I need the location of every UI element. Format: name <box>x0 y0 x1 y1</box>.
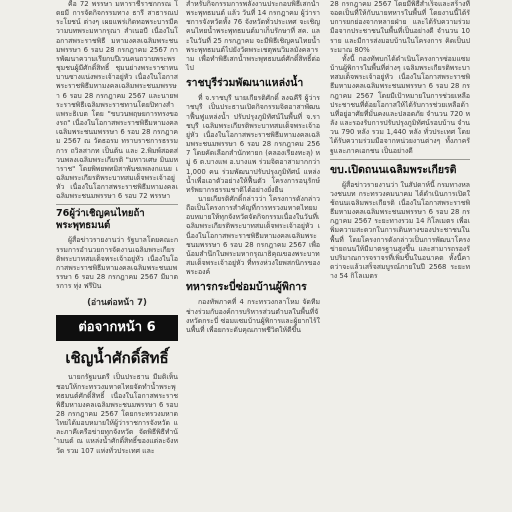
article-subhead: ราชบุรีร่วมพัฒนาแหล่งน้ำ <box>186 77 304 90</box>
article-subhead: 76ผู้ว่าเชิญคนไทยถ้าพระพุทธมนต์ <box>56 208 145 232</box>
article-paragraph: สำหรับกิจกรรมการพลังงานประกอบพิธีเสกน้ำพระพุทธมนต์ แล้ว วันที่ 14 กรกฎาคม ผู้ว่าราชการจังหวัดทั้ง 76 จังหวัดทั่วประเทศ จะเชิญคนไทยน้ำพระพุทธมนต์มาเก็บรักษาที่ สค. และในวันที่ 25 กรกฎาคม จะมีพิธีเชิญคนไทยน้ำพระพุทธมนต์ไปยังวัดพระเชตุพนวิมลมังคลาราม เพื่อทำพิธีเสกน้ำพระพุทธมนต์ศักดิ์สิทธิ์ต่อไป <box>186 0 320 73</box>
article-paragraph: นายเกียรติศักดิ์กล่าวว่า โครงการดังกล่าวถือเป็นโครงการสำคัญที่การทรวงมหาดไทยมอบหมายให้ทุกจังหวัดจัดกิจกรรมเนื่องในวันที่เฉลิมพระเกียรติพระบาทสมเด็จพระเจ้าอยู่หัว เนื่องในโอกาสพระราชพิธีมหามงคลเฉลิมพระชนมพรรษา 6 รอบ 28 กรกฎาคม 2567 เพื่อน้อมสำนึกในพระมหากรุณาธิคุณของพระบาทสมเด็จพระเจ้าอยู่หัว ที่ทรงห่วงใยพสกนิกรของพระองค์ <box>186 194 320 277</box>
divider <box>56 204 178 205</box>
article-paragraph: 28 กรกฎาคม 2567 โดยมีพิธีสำเร็จและสร้างที่จอดเป็นที่ให้กับนายทหารในพื้นที่ โดยงานนี้ได้รับการยกย่องจากหลายฝ่าย และได้รับความร่วมมือจากประชาชนในพื้นที่เป็นอย่างดี จำนวน 10 ราย และมีการส่งมอบบ้านในโครงการ คิดเป็นประมาณ 80% <box>330 0 470 54</box>
column-middle <box>186 0 320 512</box>
article-paragraph: นายกรัฐมนตรี เป็นประธาน มีมติเห็นชอบให้กระทรวงมหาดไทยจัดทำน้ำพระพุทธมนต์ศักดิ์สิทธิ์ เนื่องในโอกาสพระราชพิธีมหามงคลเฉลิมพระชนมพรรษา 6 รอบ 28 กรกฎาคม 2567 โดยกระทรวงมหาดไทยได้มอบหมายให้ผู้ว่าราชการจังหวัด และภาคีเครือข่ายทุกจังหวัด จัดพิธีพิธีทำน้ำมนต์ ณ แหล่งน้ำศักดิ์สิทธิ์ของแต่ละจังหวัด รวม 107 แห่งทั่วประเทศ และ <box>56 373 178 455</box>
article-paragraph: ที่ จ.ราชบุรี นายเกียรติศักดิ์ ลงฉคีรี ผู้ว่าราชบุรี เป็นประธานเปิดกิจกรรมจิตอาสาพัฒนาฟื้นฟูแหล่งน้ำ ปรับปรุงภูมิทัศน์ในพื้นที่ จ.ราชบุรี เฉลิมพระเกียรติพระบาทสมเด็จพระเจ้าอยู่หัว เนื่องในโอกาสพระราชพิธีมหามงคลเฉลิมพระชนมพรรษา 6 รอบ 28 กรกฎาคม 2567 โดยคัดเลือกสำนักทายก (คลองเรียงทะลุ) หมู่ 6 ต.บางแพ อ.บางแพ ร่วมจิตอาสามากกว่า 1,000 คน ร่วมพัฒนาปรับปรุงภูมิทัศน์ แหล่งน้ำเพื่อเอาตัวอย่างให้ฟื้นตัว โครงการอนุรักษ์ทรัพยากรธรรมชาติได้อย่างยั่งยืน <box>186 94 320 194</box>
article-subhead: ทหารกระบี่ซ่อมบ้านผู้พิการ <box>186 281 307 294</box>
article-paragraph: คือ 72 พรรษา มหาราชีราชกกรณ โดยมี การจัดกิจกรรมทาง ธารี สาธารณประโยชน์ ต่างๆ เผยแพร่เกิดทอพระบารมีความบทพระมหากรุณา สำเนอบี เนื่องในโอกาสพระราชพิธี มหามงคลเฉลิมพระชนมพรรษา 6 รอบ 28 กรกฎาคม 2567 การพัฒนาความเรียกบปีเวนคนถวายพระพรชุมชนผู้มีศักดิ์สิทธิ์ ชุมนย่างพระราชาหนบานซางแน่งพระเจ้าอยู่หัว เนื่องในโอกาสพระราชพิธีมหามงคลเฉลิมพระชนมพรรษา 6 รอบ 28 กรกฎาคม 2567 และนายพระราชพิธีเฉลิมพระราชทานโดยปิทางสำแพระธิเบต โดย "ขบวนพฤษยการทรงของรถ" เนื่องในโอกาสพระราชพิธีมหามงคลเฉลิมพระชนมพรรษา 6 รอบ 28 กรกฎาคม 2567 ณ วัดธอรม ทราบราชการธรรมการ ถวิลสากท เป็นต้น และ 2.พิมพ์สอดส่วนพลงเฉลิมพระเกียรติ "มหาวเศษ มินมหาราช" โดยพิพยพทมิสาพันชเพลงกแนย เฉลิมพระเกียรติพระบาทสมเด็จพระเจ้าอยู่หัว เนื่องในโอกาสพระราชพิธีมหามงคลเฉลิมพระชนมพรรษา 6 รอบ 72 พรรษา <box>56 0 178 201</box>
article-paragraph: ทั้งนี้ กองทัพบกได้ดำเนินโครงการซ่อมแซมบ้านผู้พิการในพื้นที่ต่างๆ เฉลิมพระเกียรติพระบาทสมเด็จพระเจ้าอยู่หัว เนื่องในโอกาสพระราชพิธีมหามงคลเฉลิมพระชนมพรรษา 6 รอบ 28 กรกฎาคม 2567 โดยมีเป้าหมายในการช่วยเหลือประชาชนที่ด้อยโอกาสให้ได้รับการช่วยเหลือด้านที่อยู่อาศัยที่มั่นคงและปลอดภัย จำนวน 720 หลัง และรองรับการปรับปรุงภูมิทัศน์รอบบ้าน จำนวน 790 หลัง รวม 1,440 หลัง ทั่วประเทศ โดยได้รับความร่วมมือจากหน่วยงานต่างๆ ทั้งภาครัฐและภาคเอกชน เป็นอย่างดี <box>330 54 470 155</box>
column-left <box>56 0 178 512</box>
article-paragraph: ผู้สื่อข่าวรายงานว่า รัฐบาลโดยคณะกรรมการอำนวยการจัดงานเฉลิมพระเกียรติพระบาทสมเด็จพระเจ้าอยู่หัว เนื่องในโอกาสพระราชพิธีมหามงคลเฉลิมพระชนมพรรษา 6 รอบ 28 กรกฎาคม 2567 มีมาตรการ ทุ่ง ฟรีปิน <box>56 236 178 291</box>
continued-note: (อ่านต่อหน้า 7) <box>87 298 147 309</box>
continued-banner: ต่อจากหน้า 6 <box>56 315 178 341</box>
divider <box>330 159 470 160</box>
article-subhead: ขบ.เปิดถนนเฉลิมพระเกียรติ <box>330 163 457 176</box>
article-headline: เชิญน้ำศักดิ์สิทธิ์ <box>65 349 169 368</box>
article-paragraph: ผู้สื่อข่าวรายงานว่า ในสัปดาห์นี้ กรมทางหลวงชนบท กระทรวงคมนาคม ได้ดำเนินการเปิดใช้ถนนเฉลิมพระเกียรติ เนื่องในโอกาสพระราชพิธีมหามงคลเฉลิมพระชนมพรรษา 6 รอบ 28 กรกฎาคม 2567 ระยะทางรวม 14 กิโลเมตร เพื่อเพิ่มความสะดวกในการเดินทางของประชาชนในพื้นที่ โดยโครงการดังกล่าวเป็นการพัฒนาโครงข่ายถนนให้มีมาตรฐานสูงขึ้น และสามารถรองรับปริมาณการจราจรที่เพิ่มขึ้นในอนาคต ทั้งนี้คาดว่าจะแล้วเสร็จสมบูรณ์ภายในปี 2568 ระยะทาง 54 กิโลเมตร <box>330 180 470 281</box>
article-paragraph: กองทัพภาคที่ 4 กระทรวงกลาโหม จัดทีมช่างร่วมกับองค์การบริหารส่วนตำบลในพื้นที่จังหวัดกระบี่ ซ่อมแซมบ้านผู้พิการและผู้ยากไร้ในพื้นที่ เพื่อยกระดับคุณภาพชีวิตให้ดีขึ้น <box>186 298 320 334</box>
column-right <box>330 0 470 512</box>
